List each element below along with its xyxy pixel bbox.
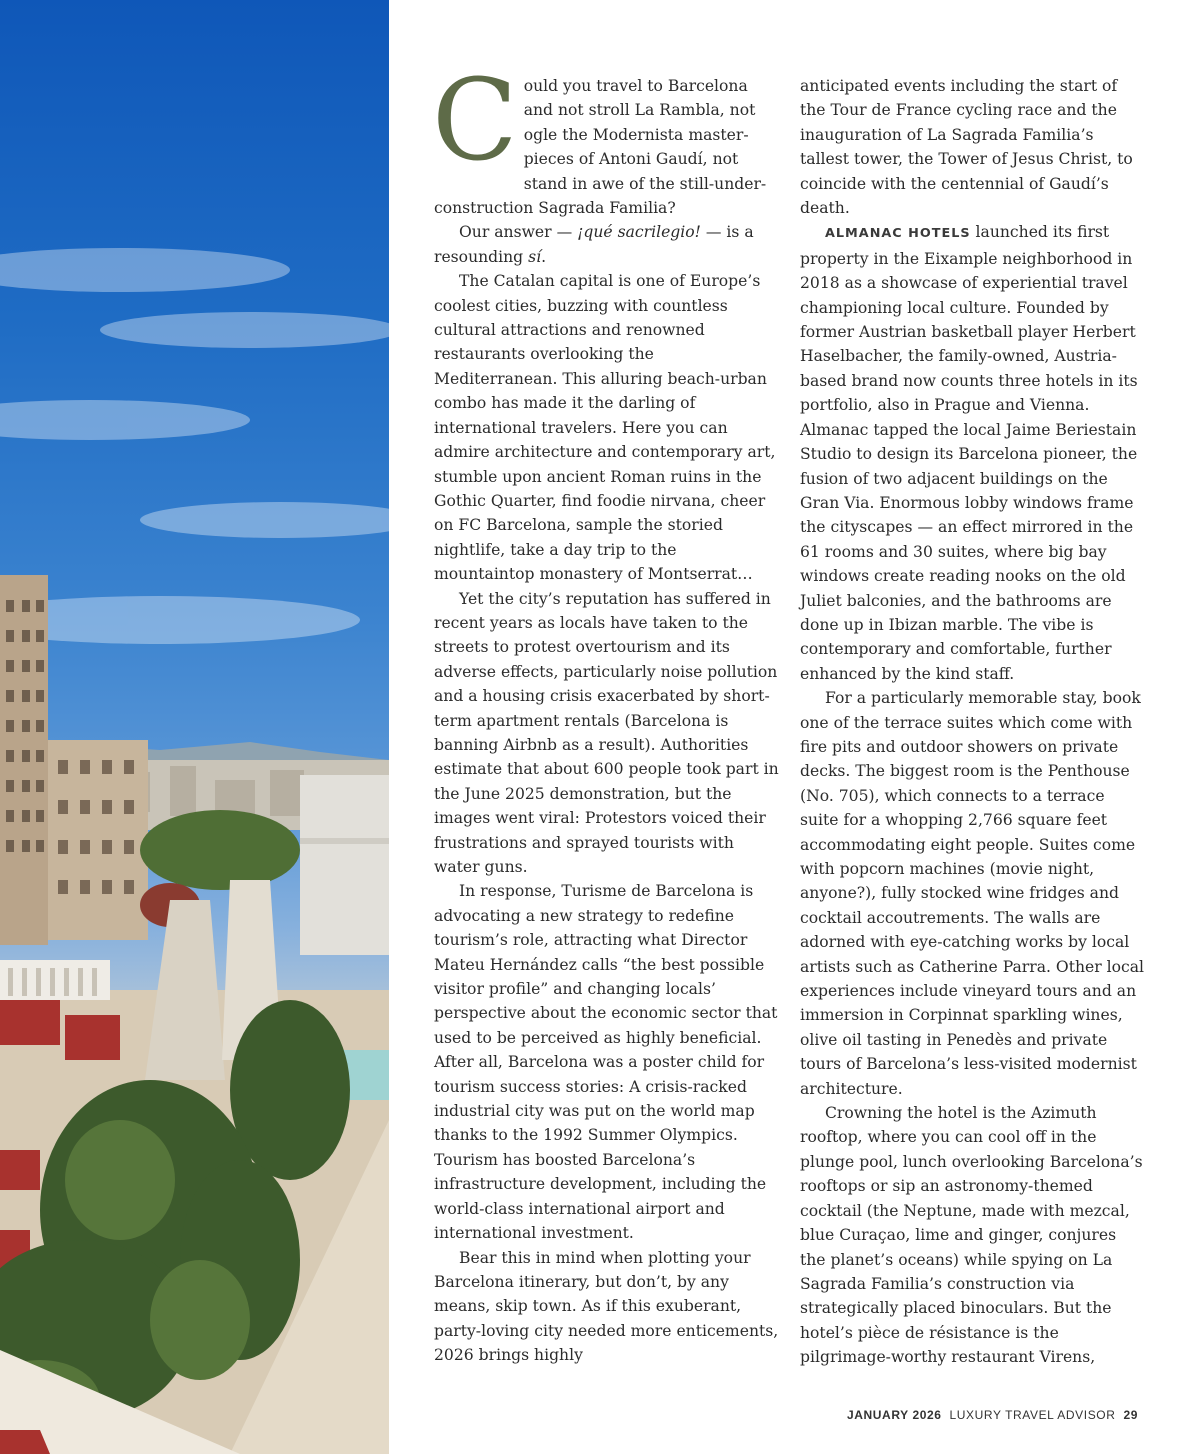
barcelona-rooftop-illustration	[0, 0, 389, 1454]
issue-date: JANUARY 2026	[846, 1408, 942, 1422]
page-number: 29	[1123, 1408, 1138, 1422]
continuation-paragraph: anticipated events including the start of the Tour de France cycling race and the inauguration of La Sagrada Familia’s tallest tower, the Tower of Jesus Christ, to coincide with the centennial of Gaudí’s death.	[800, 77, 1133, 218]
body-paragraph: Crowning the hotel is the Azimuth rooftop, where you can cool off in the plunge pool, lunch overlooking Barcelona’s rooftops or sip an astronomy-themed cocktail (the Neptune, made with mezcal, blue Curaçao, lime and ginger, conjures the planet’s oceans) while spying on La Sagrada Familia’s construction via strategically placed binoculars. But the hotel’s pièce de résistance is the pilgrimage-worthy restaurant Virens,	[800, 1104, 1143, 1367]
answer-paragraph: Our answer — ¡qué sacrilegio! — is a resounding sí.	[434, 223, 754, 266]
lead-paragraph	[432, 56, 780, 220]
italic-si: sí	[528, 247, 542, 266]
lead-text: ould you travel to Barcelona and not stroll La Rambla, not ogle the Modernista masterpieces of Antoni Gaudí, not stand in awe of the still-under-construction Sagrada Familia?	[434, 77, 767, 218]
hotel-intro-paragraph: ALMANAC HOTELS launched its first property in the Eixample neighborhood in 2018 as a showcase of experiential travel championing local culture. Founded by former Austrian basketball player Herbert Haselbacher, the family-owned, Austria-based brand now counts three hotels in its portfolio, also in Prague and Vienna. Almanac tapped the local Jaime Beriestain Studio to design its Barcelona pioneer, the fusion of two adjacent buildings on the Gran Via. Enormous lobby windows frame the cityscapes — an effect mirrored in the 61 rooms and 30 suites, where big bay windows create reading nooks on the old Juliet balconies, and the bathrooms are done up in Ibizan marble. The vibe is contemporary and comfortable, further enhanced by the kind staff.	[800, 223, 1138, 683]
rooftop-photo	[0, 0, 389, 1454]
hotel-name-caps: ALMANAC HOTELS	[825, 226, 971, 242]
article-column-left	[432, 56, 780, 1368]
italic-phrase: ¡qué sacrilegio!	[577, 223, 701, 242]
body-paragraph: The Catalan capital is one of Europe’s coolest cities, buzzing with countless cultural attractions and renowned restaurants overlooking the Mediterranean. This alluring beach-urban combo has made it the darling of international travelers. Here you can admire architecture and contemporary art, stumble upon ancient Roman ruins in the Gothic Quarter, find foodie nirvana, cheer on FC Barcelona, sample the storied nightlife, take a day trip to the mountaintop monastery of Montserrat…	[434, 272, 776, 584]
clouds	[0, 248, 389, 644]
drop-cap: C	[432, 56, 518, 186]
white-building	[300, 775, 389, 955]
body-paragraph: For a particularly memorable stay, book one of the terrace suites which come with fire pits and outdoor showers on private decks. The biggest room is the Penthouse (No. 705), which connects to a terrace suite for a whopping 2,766 square feet accommodating eight people. Suites come with popcorn machines (movie night, anyone?), fully stocked wine fridges and cocktail accoutrements. The walls are adorned with eye-catching works by local artists such as Catherine Parra. Other local experiences include vineyard tours and an immersion in Corpinnat sparkling wines, olive oil tasting in Penedès and private tours of Barcelona’s less-visited modernist architecture.	[800, 689, 1145, 1098]
page-footer	[847, 1408, 1138, 1422]
body-paragraph: In response, Turisme de Barcelona is advocating a new strategy to redefine tourism’s role, attracting what Director Mateu Hernández calls “the best possible visitor profile” and changing locals’ perspective about the economic sector that used to be perceived as highly beneficial. After all, Barcelona was a poster child for tourism success stories: A crisis-racked industrial city was put on the world map thanks to the 1992 Summer Olympics. Tourism has boosted Barcelona’s infrastructure development, including the world-class international airport and international investment.	[434, 882, 778, 1243]
body-paragraph: Bear this in mind when plotting your Barcelona itinerary, but don’t, by any means, skip town. As if this exuberant, party-loving city needed more enticements, 2026 brings highly	[434, 1248, 779, 1365]
article-column-right	[800, 74, 1146, 1370]
magazine-name: LUXURY TRAVEL ADVISOR	[949, 1408, 1116, 1422]
body-paragraph: Yet the city’s reputation has suffered in recent years as locals have taken to the streets to protest overtourism and its adverse effects, particularly noise pollution and a housing crisis exacerbated by short-term apartment rentals (Barcelona is banning Airbnb as a result). Authorities estimate that about 600 people took part in the June 2025 demonstration, but the images went viral: Protestors voiced their frustrations and sprayed tourists with water guns.	[434, 589, 779, 876]
